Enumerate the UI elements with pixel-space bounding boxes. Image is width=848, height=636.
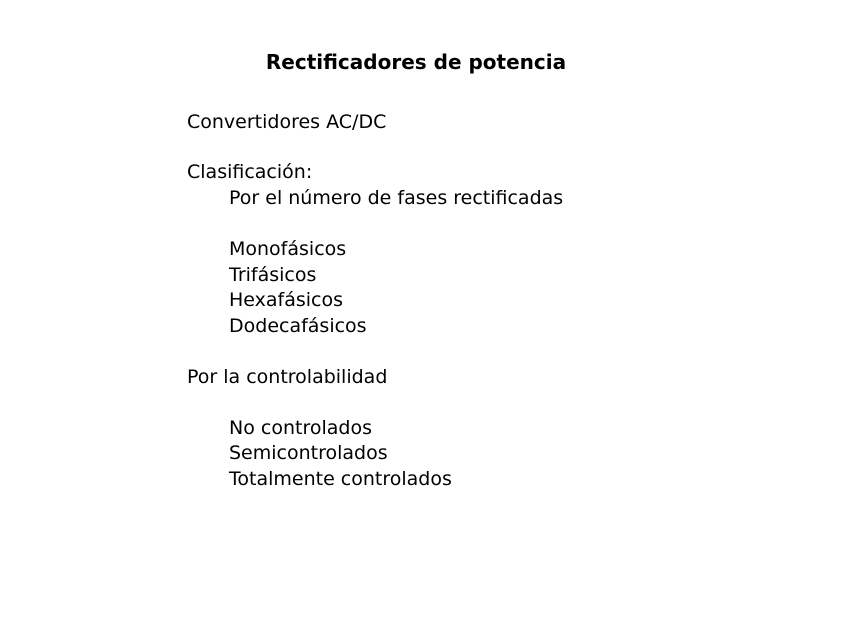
intro-text: Convertidores AC/DC xyxy=(187,111,387,133)
control-item-semicontrolados: Semicontrolados xyxy=(229,442,388,464)
phase-item-trifasicos: Trifásicos xyxy=(229,264,317,286)
phase-item-hexafasicos: Hexafásicos xyxy=(229,289,344,311)
phases-heading: Por el número de fases rectificadas xyxy=(229,187,564,209)
phase-item-dodecafasicos: Dodecafásicos xyxy=(229,315,367,337)
control-item-no-controlados: No controlados xyxy=(229,417,372,439)
control-item-totalmente-controlados: Totalmente controlados xyxy=(229,468,452,490)
slide-title: Rectificadores de potencia xyxy=(265,50,567,74)
phase-item-monofasicos: Monofásicos xyxy=(229,238,347,260)
classification-label: Clasificación: xyxy=(187,161,313,183)
control-heading: Por la controlabilidad xyxy=(187,366,388,388)
